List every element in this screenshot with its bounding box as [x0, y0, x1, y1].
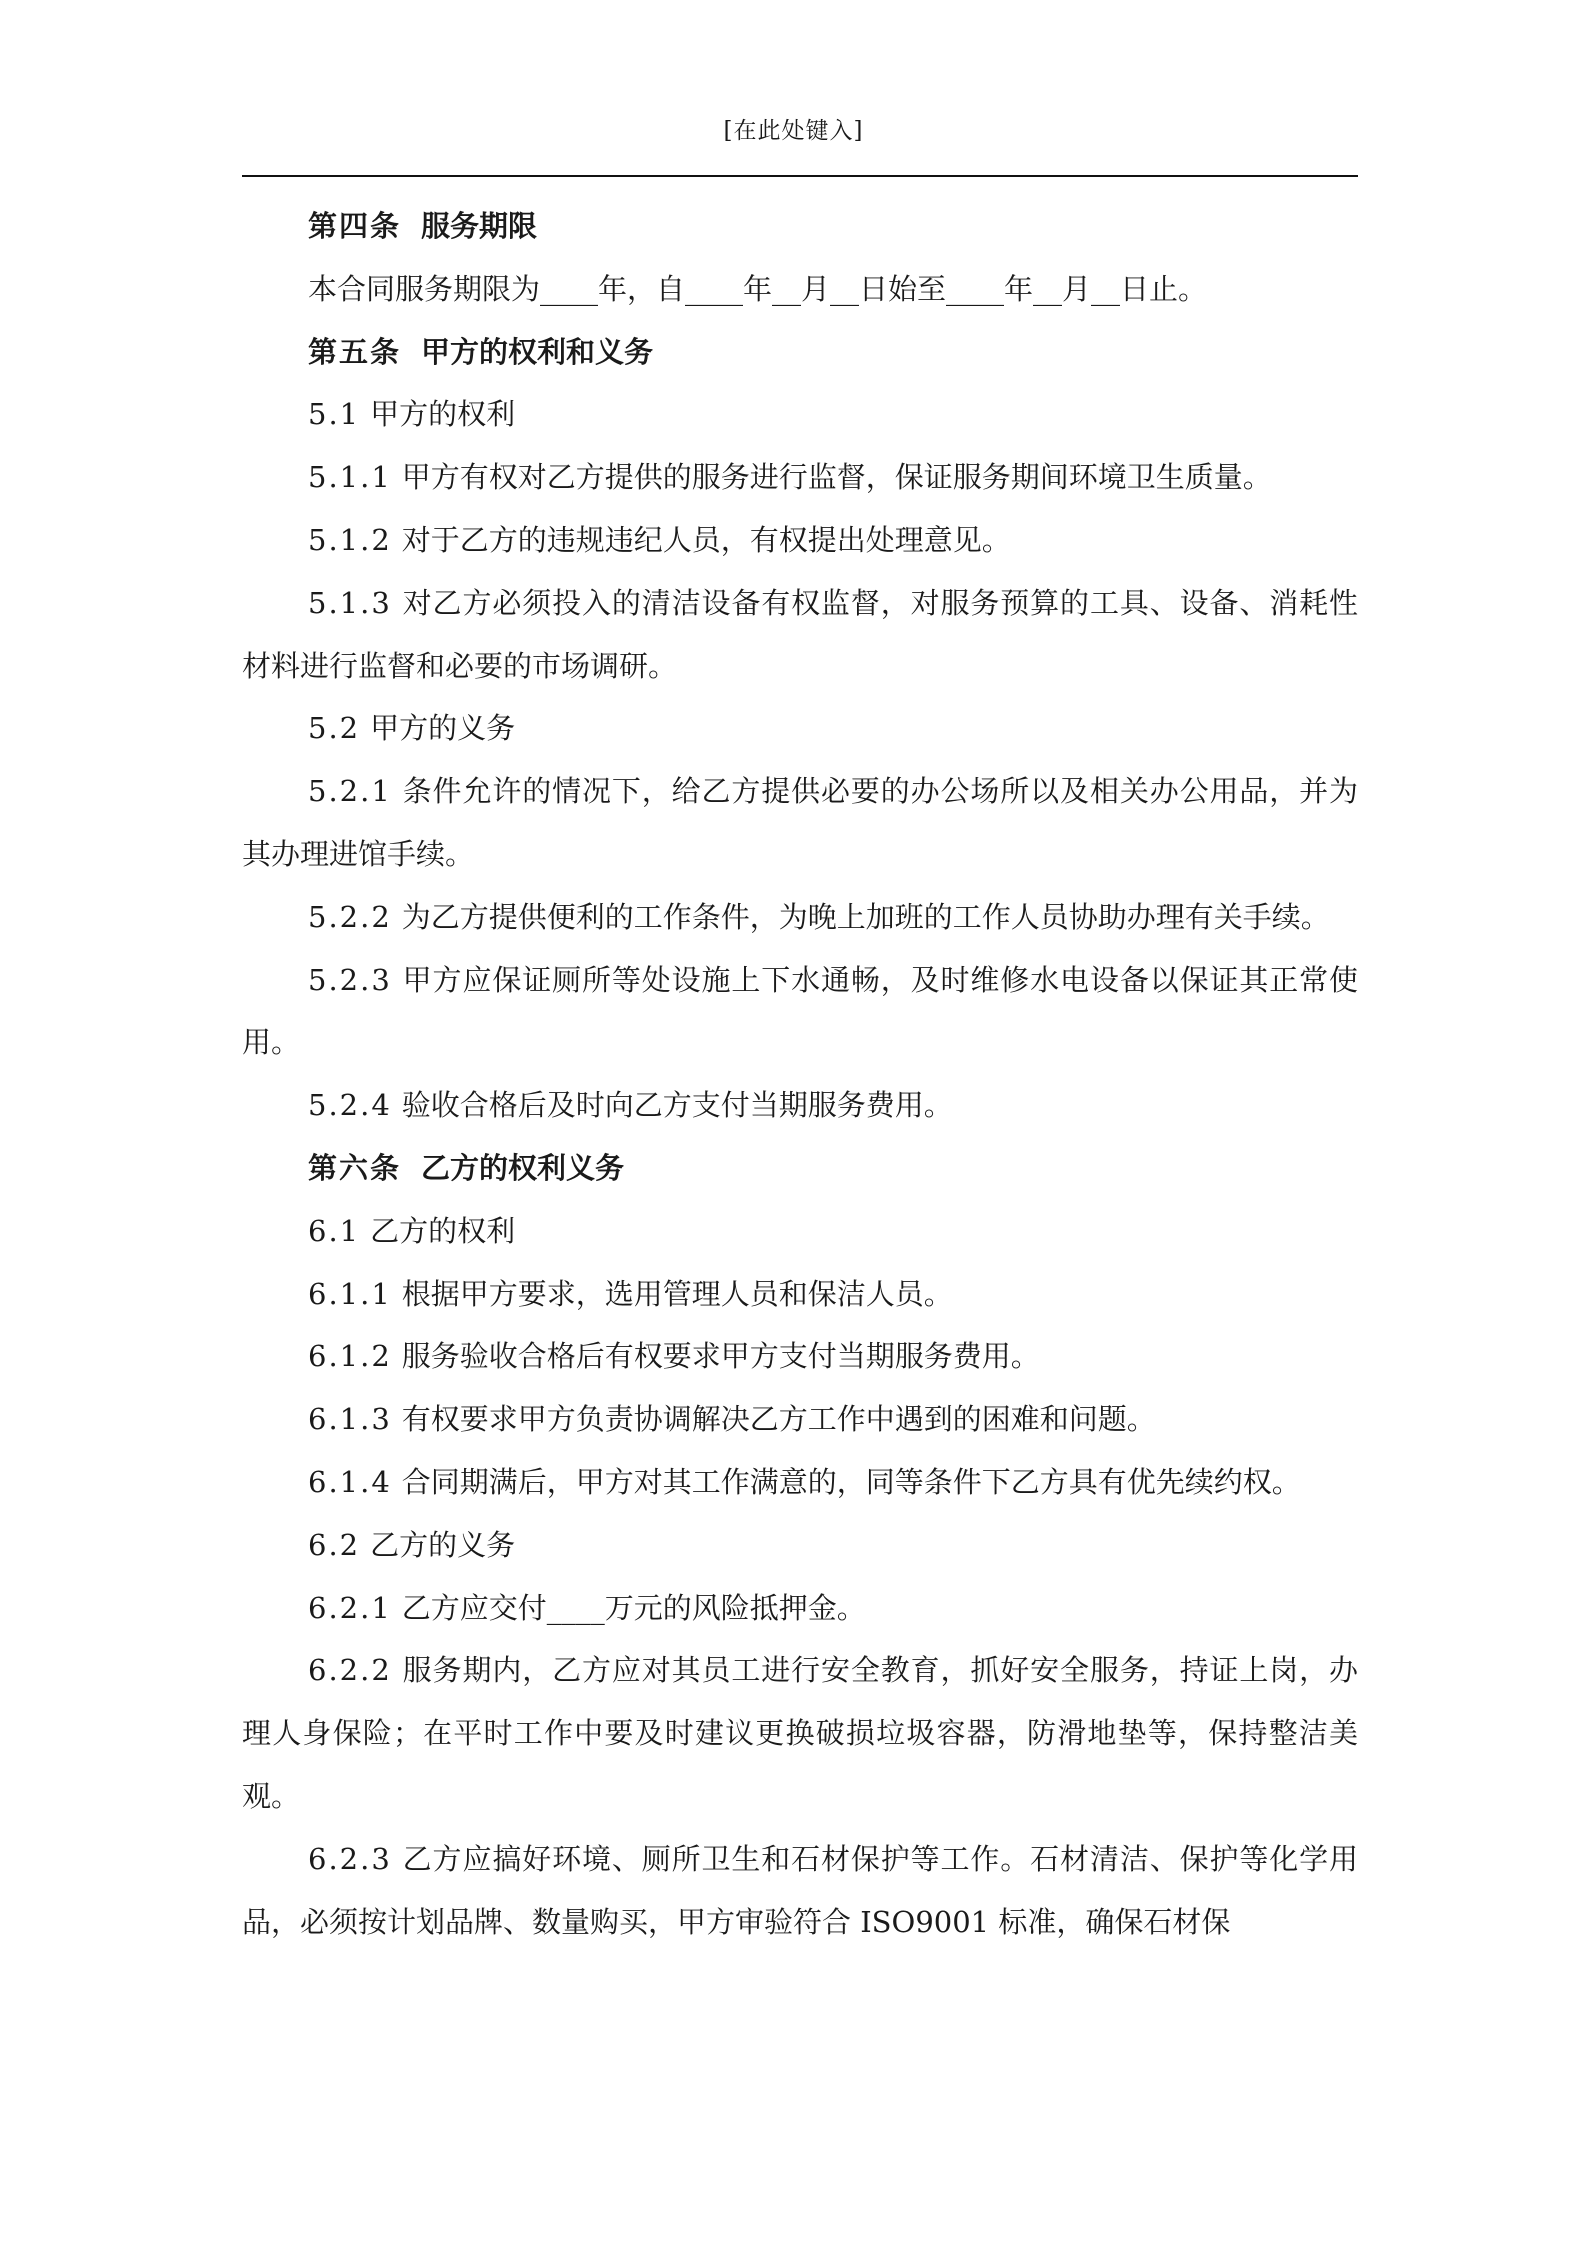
clause-5-2: 5.2 甲方的义务 [308, 711, 516, 746]
article-5-heading: 第五条 甲方的权利和义务 [308, 334, 654, 369]
clause-5-1-2: 5.1.2 对于乙方的违规违纪人员，有权提出处理意见。 [308, 522, 1011, 557]
clause-6-1-3: 6.1.3 有权要求甲方负责协调解决乙方工作中遇到的困难和问题。 [308, 1402, 1156, 1437]
clause-5-2-1: 5.2.1 条件允许的情况下，给乙方提供必要的办公场所以及相关办公用品，并为其办理进馆手续。 [242, 774, 1358, 871]
clause-6-1-2: 6.1.2 服务验收合格后有权要求甲方支付当期服务费用。 [308, 1339, 1040, 1374]
clause-5-2-2: 5.2.2 为乙方提供便利的工作条件，为晚上加班的工作人员协助办理有关手续。 [308, 899, 1330, 934]
article-4-body: 本合同服务期限为____年，自____年__月__日始至____年__月__日止。 [308, 271, 1208, 306]
article-4-heading: 第四条 服务期限 [308, 209, 538, 243]
clause-6-1: 6.1 乙方的权利 [308, 1213, 516, 1248]
clause-6-2-3: 6.2.3 乙方应搞好环境、厕所卫生和石材保护等工作。石材清洁、保护等化学用品，必须按计划品牌、数量购买，甲方审验符合 ISO9001 标准，确保石材保 [242, 1841, 1358, 1939]
clause-6-2-2: 6.2.2 服务期内，乙方应对其员工进行安全教育，抓好安全服务，持证上岗，办理人身保险；在平时工作中要及时建议更换破损垃圾容器，防滑地垫等，保持整洁美观。 [242, 1653, 1358, 1813]
document-body [242, 195, 1358, 1953]
article-6-heading: 第六条 乙方的权利义务 [308, 1150, 625, 1185]
clause-5-1-3: 5.1.3 对乙方必须投入的清洁设备有权监督，对服务预算的工具、设备、消耗性材料进行监督和必要的市场调研。 [242, 585, 1358, 683]
header-placeholder-text[interactable]: [在此处键入] [723, 118, 864, 144]
clause-5-1-1: 5.1.1 甲方有权对乙方提供的服务进行监督，保证服务期间环境卫生质量。 [308, 460, 1272, 495]
clause-6-1-1: 6.1.1 根据甲方要求，选用管理人员和保洁人员。 [308, 1276, 953, 1311]
clause-5-2-4: 5.2.4 验收合格后及时向乙方支付当期服务费用。 [308, 1088, 953, 1123]
clause-5-2-3: 5.2.3 甲方应保证厕所等处设施上下水通畅，及时维修水电设备以保证其正常使用。 [242, 962, 1358, 1060]
header-rule [242, 175, 1358, 177]
clause-6-2-1: 6.2.1 乙方应交付____万元的风险抵押金。 [308, 1590, 866, 1625]
clause-6-2: 6.2 乙方的义务 [308, 1527, 516, 1562]
clause-6-1-4: 6.1.4 合同期满后，甲方对其工作满意的，同等条件下乙方具有优先续约权。 [308, 1464, 1301, 1499]
clause-5-1: 5.1 甲方的权利 [308, 397, 516, 432]
page-header [0, 112, 1587, 145]
